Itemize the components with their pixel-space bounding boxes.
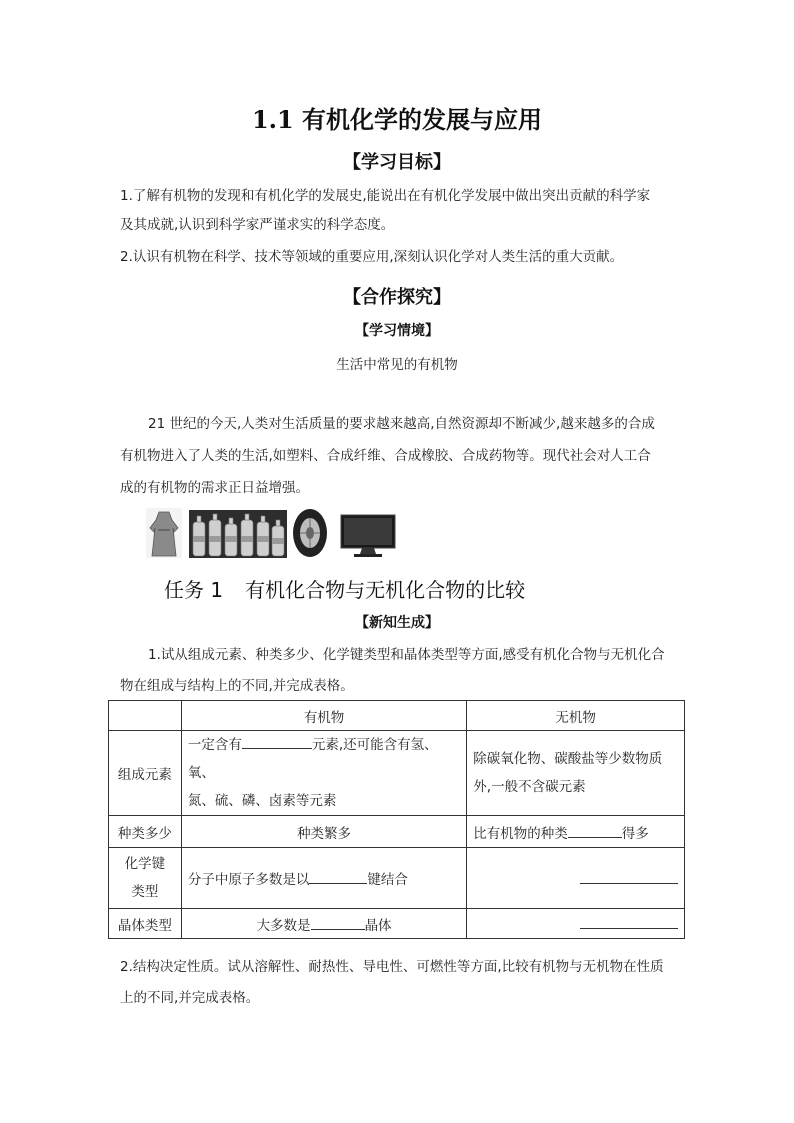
organic-bond-cell [181, 848, 466, 909]
fill-blank[interactable] [568, 823, 622, 838]
header-organic: 有机物 [181, 701, 466, 731]
question-1-line-2: 物在组成与结构上的不同,并完成表格。 [120, 678, 354, 694]
inorganic-variety-cell [467, 816, 685, 848]
row-label-elements: 组成元素 [109, 731, 182, 816]
table-row [109, 816, 685, 848]
table-cell [109, 701, 182, 731]
inorganic-elements-cell [467, 731, 685, 816]
cell-text: 一定含有 [187, 737, 242, 753]
cell-text: 晶体 [364, 917, 392, 934]
question-2-line-2: 上的不同,并完成表格。 [120, 990, 260, 1006]
cell-text: 大多数是 [256, 917, 311, 934]
row-label-bond-type [109, 848, 182, 909]
situation-para-line-2: 有机物进入了人类的生活,如塑料、合成纤维、合成橡胶、合成药物等。现代社会对人工合 [120, 448, 651, 464]
cell-text: 元素,还可能含有氢、氧、 [187, 737, 438, 781]
table-row [109, 731, 685, 816]
fill-blank[interactable] [580, 914, 678, 929]
cell-text: 比有机物的种类 [473, 825, 568, 842]
plastic-bottles-image [189, 510, 287, 558]
objective-1-line-1: 1.了解有机物的发现和有机化学的发展史,能说出在有机化学发展中做出突出贡献的科学家 [120, 188, 651, 204]
table-row [109, 848, 685, 909]
fill-blank[interactable] [242, 734, 312, 749]
fill-blank[interactable] [580, 869, 678, 884]
fill-blank[interactable] [311, 915, 365, 930]
task-number: 任务 1 [164, 578, 224, 602]
fill-blank[interactable] [309, 869, 367, 884]
cell-text: 氮、硫、磷、卤素等元素 [187, 793, 337, 809]
new-knowledge-heading: 【新知生成】 [355, 615, 439, 631]
cell-text: 化学键 [124, 856, 166, 872]
cell-text: 分子中原子多数是以 [187, 872, 310, 888]
cell-text: 类型 [131, 884, 159, 900]
inorganic-crystal-cell [467, 909, 685, 939]
objectives-heading: 【学习目标】 [343, 152, 451, 173]
cell-text: 除碳氧化物、碳酸盐等少数物质 [473, 751, 663, 767]
task-title: 有机化合物与无机化合物的比较 [245, 578, 526, 602]
comparison-table [108, 700, 685, 939]
monitor-image [340, 514, 396, 558]
organic-variety-cell: 种类繁多 [181, 816, 466, 848]
row-label-variety: 种类多少 [109, 816, 182, 848]
task-1-heading [164, 574, 525, 603]
cell-text: 外,一般不含碳元素 [473, 779, 586, 795]
situation-title: 生活中常见的有机物 [336, 357, 458, 373]
table-row [109, 909, 685, 939]
row-label-crystal-type: 晶体类型 [109, 909, 182, 939]
question-2-line-1: 2.结构决定性质。试从溶解性、耐热性、导电性、可燃性等方面,比较有机物与无机物在性质 [120, 959, 664, 975]
page-title: 1.1 有机化学的发展与应用 [251, 105, 543, 134]
question-1-line-1: 1.试从组成元素、种类多少、化学键类型和晶体类型等方面,感受有机化合物与无机化合 [148, 647, 665, 663]
situation-heading: 【学习情境】 [355, 323, 439, 339]
organic-elements-cell [181, 731, 466, 816]
situation-para-line-1: 21 世纪的今天,人类对生活质量的要求越来越高,自然资源却不断减少,越来越多的合成 [148, 416, 655, 432]
organic-crystal-cell [181, 909, 466, 939]
dress-image [146, 508, 182, 558]
table-row [109, 701, 685, 731]
inorganic-bond-cell [467, 848, 685, 909]
tire-image [292, 508, 328, 558]
objective-2: 2.认识有机物在科学、技术等领域的重要应用,深刻认识化学对人类生活的重大贡献。 [120, 249, 624, 265]
header-inorganic: 无机物 [467, 701, 685, 731]
cell-text: 键结合 [367, 872, 408, 888]
objective-1-line-2: 及其成就,认识到科学家严谨求实的科学态度。 [120, 217, 395, 233]
situation-para-line-3: 成的有机物的需求正日益增强。 [120, 480, 309, 496]
cell-text: 得多 [621, 825, 649, 842]
explore-heading: 【合作探究】 [343, 287, 451, 308]
